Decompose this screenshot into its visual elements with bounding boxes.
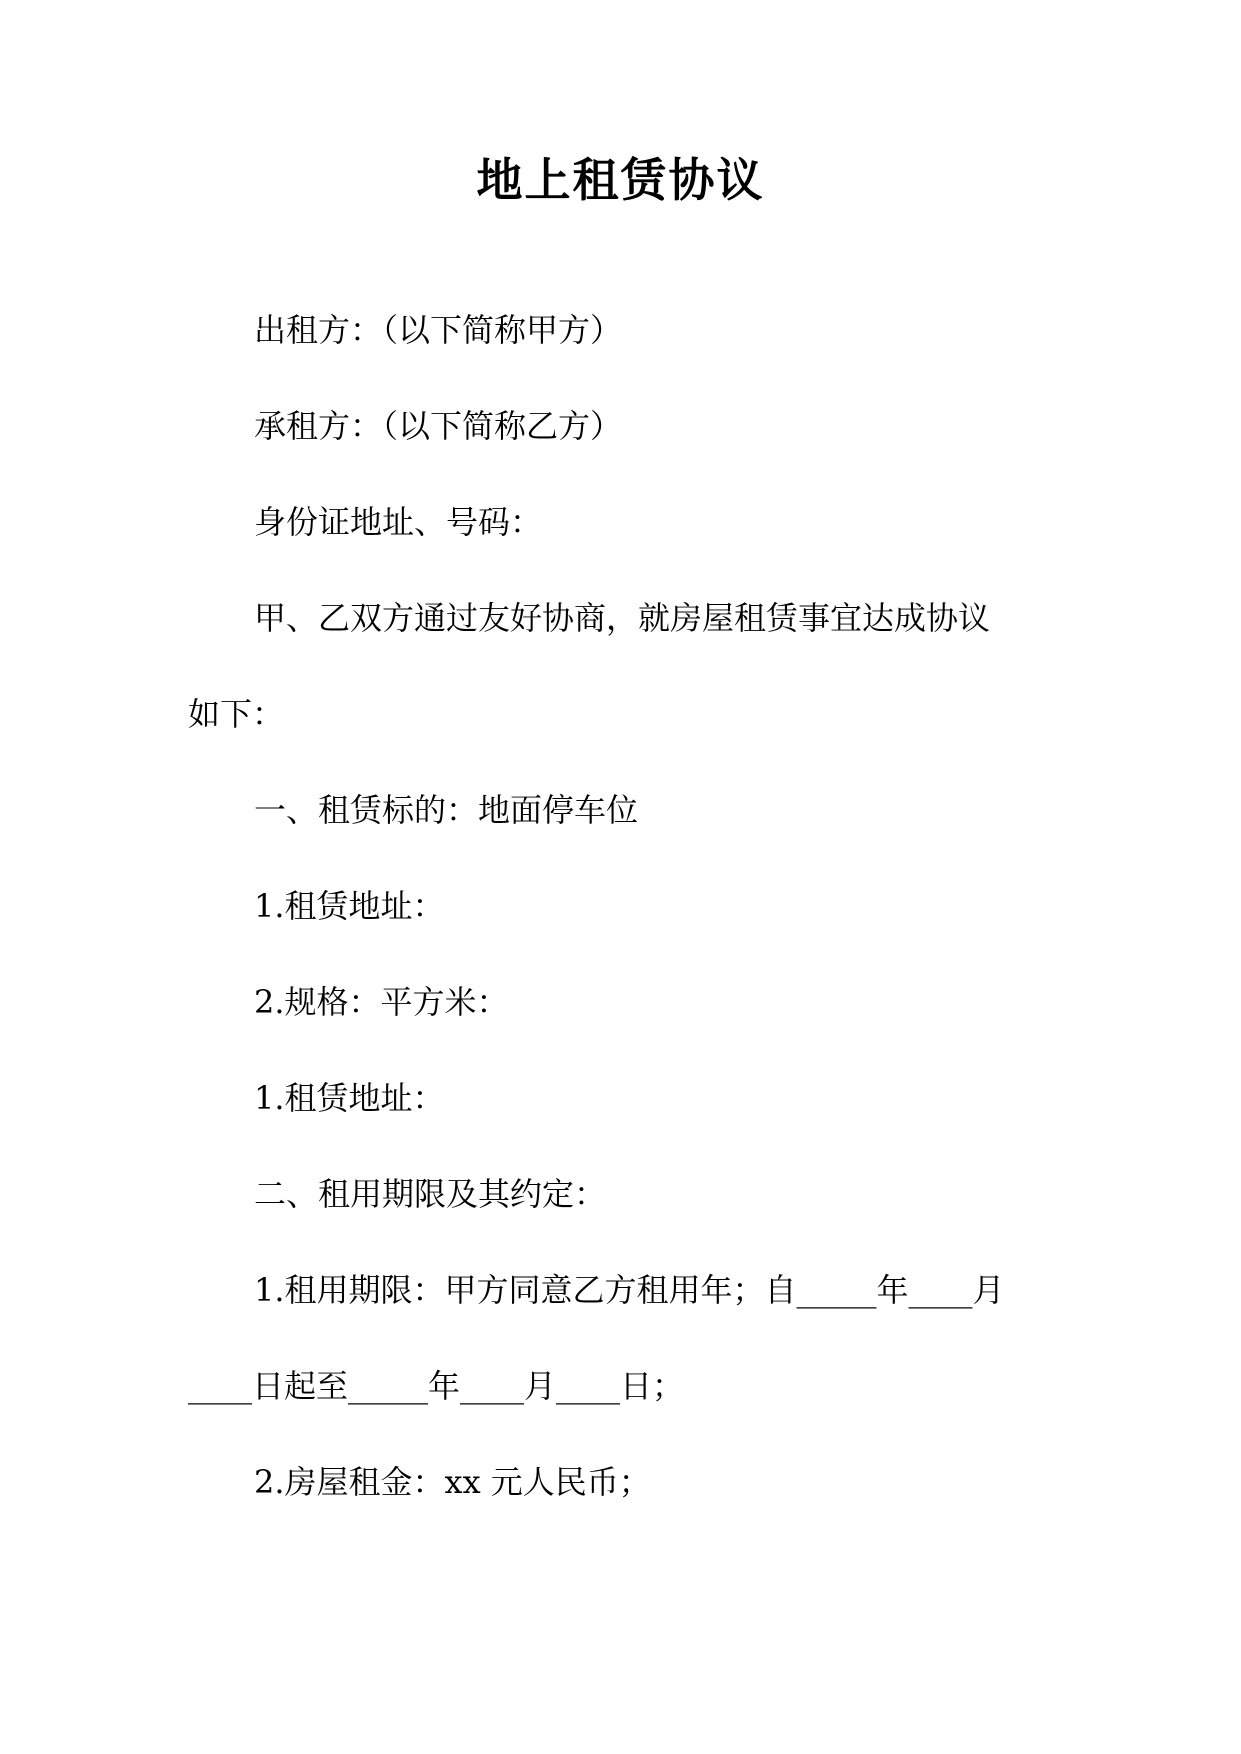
agreement-intro-continued: 如下： <box>188 695 285 733</box>
rent-item: 2.房屋租金：xx 元人民币； <box>254 1463 651 1501</box>
lease-term-item: 1.租用期限：甲方同意乙方租用年；自_____年____月 <box>254 1271 1005 1309</box>
lease-term-item-continued: ____日起至_____年____月____日； <box>188 1367 685 1405</box>
section-1-heading: 一、租赁标的：地面停车位 <box>254 791 639 829</box>
document-title: 地上租赁协议 <box>476 153 765 207</box>
agreement-intro-line: 甲、乙双方通过友好协商，就房屋租赁事宜达成协议 <box>254 599 991 637</box>
id-address-line: 身份证地址、号码： <box>254 503 543 541</box>
lessee-line: 承租方：（以下简称乙方） <box>254 407 623 445</box>
section-2-heading: 二、租用期限及其约定： <box>254 1175 607 1213</box>
specification-item: 2.规格：平方米： <box>254 983 509 1021</box>
lessor-line: 出租方：（以下简称甲方） <box>254 311 623 349</box>
lease-address-item-repeat: 1.租赁地址： <box>254 1079 445 1117</box>
lease-address-item: 1.租赁地址： <box>254 887 445 925</box>
